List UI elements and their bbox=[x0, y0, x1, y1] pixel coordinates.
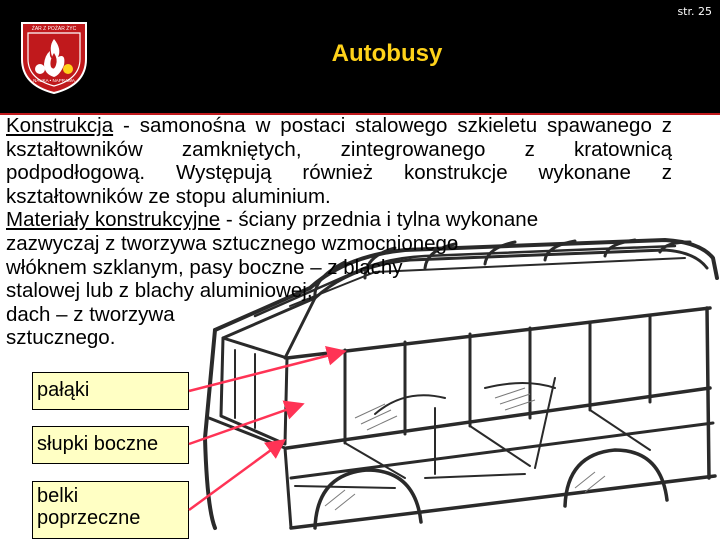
materials-line-6: sztucznego. bbox=[6, 326, 116, 350]
construction-label: Konstrukcja bbox=[6, 114, 114, 137]
materials-line-1: - ściany przednia i tylna wykonane bbox=[220, 208, 539, 232]
construction-text: - samonośna w postaci stalowego szkieletu spawanego z kształtowników zamkniętych, zintegrowanego z kratownicą podpodłogową. Występują również konstrukcje wykonane z kształtowników ze stopu aluminium. bbox=[6, 114, 672, 208]
label-belki-line-1: belki bbox=[37, 485, 79, 507]
construction-paragraph bbox=[6, 114, 672, 208]
materials-line-5: dach – z tworzywa bbox=[6, 302, 175, 326]
label-palaki: pałąki bbox=[32, 372, 189, 410]
materials-label: Materiały konstrukcyjne bbox=[6, 208, 221, 232]
body-text bbox=[6, 114, 672, 350]
materials-line-2: zazwyczaj z tworzywa sztucznego wzmocnionego bbox=[6, 231, 459, 255]
label-slupki-boczne: słupki boczne bbox=[32, 426, 189, 464]
materials-paragraph bbox=[6, 208, 672, 350]
slide-header bbox=[0, 0, 720, 113]
materials-line-4: stalowej lub z blachy aluminiowej, bbox=[6, 279, 313, 303]
materials-line-3: włóknem szklanym, pasy boczne – z blachy bbox=[6, 255, 403, 279]
page-number: str. 25 bbox=[677, 5, 712, 18]
label-belki-line-2: poprzeczne bbox=[37, 507, 141, 529]
label-belki-poprzeczne bbox=[32, 481, 189, 539]
slide-title: Autobusy bbox=[331, 40, 443, 67]
logo-top-text: ŻAR Z POŻAR ŻYC bbox=[31, 26, 77, 32]
logo-bottom-text: NAUKA • NAPRAWA bbox=[33, 78, 75, 83]
